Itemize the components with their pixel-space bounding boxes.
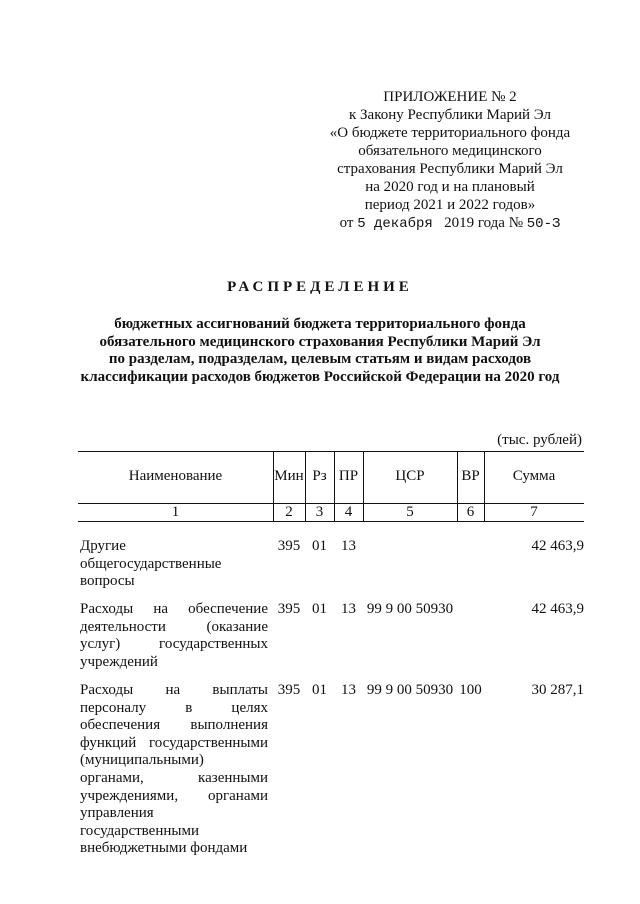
row-pr: 13 (341, 682, 356, 698)
date-day-month: 5 декабря (357, 216, 433, 232)
table-top-border (78, 451, 584, 452)
column-number: 4 (344, 504, 353, 520)
units-label: (тыс. рублей) (497, 432, 582, 448)
appendix-line: обязательного медицинского (358, 143, 542, 159)
row-csr: 99 9 00 50930 (366, 601, 454, 617)
row-csr: 99 9 00 50930 (366, 682, 454, 698)
document-subtitle (60, 316, 580, 386)
row-name: Расходы на обеспечение деятельности (оказание услуг) государственных учреждений (80, 601, 268, 670)
row-rz: 01 (312, 601, 327, 617)
appendix-line: на 2020 год и на плановый (365, 179, 535, 195)
row-rz: 01 (312, 538, 327, 554)
row-min: 395 (277, 682, 301, 698)
column-number: 1 (171, 504, 180, 520)
appendix-line: страхования Республики Марий Эл (337, 161, 563, 177)
column-number: 2 (285, 504, 293, 520)
document-title: РАСПРЕДЕЛЕНИЕ (227, 279, 413, 295)
row-name: Расходы на выплаты персоналу в целях обеспечения выполнения функций государственными (муниципальными) органами, казенными учреждениями, органами управления государственными внебюджетными фондами (80, 682, 268, 857)
appendix-header (300, 88, 600, 233)
row-sum: 42 463,9 (531, 538, 584, 554)
row-name: Другие общегосударственные вопросы (80, 538, 222, 590)
row-min: 395 (277, 538, 301, 554)
header-sum: Сумма (512, 468, 556, 484)
header-csr: ЦСР (395, 468, 425, 484)
date-year: 2019 года № (444, 215, 524, 231)
header-vr: ВР (461, 468, 480, 484)
row-rz: 01 (312, 682, 327, 698)
row-sum: 42 463,9 (531, 601, 584, 617)
header-pr: ПР (338, 468, 359, 484)
date-prefix: от (339, 215, 354, 231)
row-min: 395 (277, 601, 301, 617)
subtitle-line: классификации расходов бюджетов Российской Федерации на 2020 год (80, 368, 560, 385)
column-number: 6 (466, 504, 475, 520)
column-number: 5 (406, 504, 414, 520)
row-pr: 13 (341, 601, 356, 617)
row-pr: 13 (341, 538, 356, 554)
doc-number: 50-З (526, 216, 561, 232)
header-name: Наименование (128, 468, 223, 484)
column-number: 3 (315, 504, 324, 520)
law-date-line (300, 214, 600, 233)
subtitle-line: бюджетных ассигнований бюджета территориального фонда (114, 316, 526, 332)
row-sum: 30 287,1 (531, 682, 584, 698)
header-rz: Рз (312, 468, 327, 484)
appendix-line: период 2021 и 2022 годов» (364, 197, 536, 213)
appendix-line: «О бюджете территориального фонда (329, 125, 571, 141)
column-number: 7 (530, 504, 538, 520)
column-number-divider (78, 521, 584, 522)
header-min: Мин (274, 468, 304, 484)
appendix-line: ПРИЛОЖЕНИЕ № 2 (383, 89, 517, 105)
appendix-line: к Закону Республики Марий Эл (348, 107, 551, 123)
subtitle-line: по разделам, подразделам, целевым статьям и видам расходов (108, 351, 532, 367)
subtitle-line: обязательного медицинского страхования Республики Марий Эл (99, 333, 541, 350)
row-vr: 100 (459, 682, 482, 698)
